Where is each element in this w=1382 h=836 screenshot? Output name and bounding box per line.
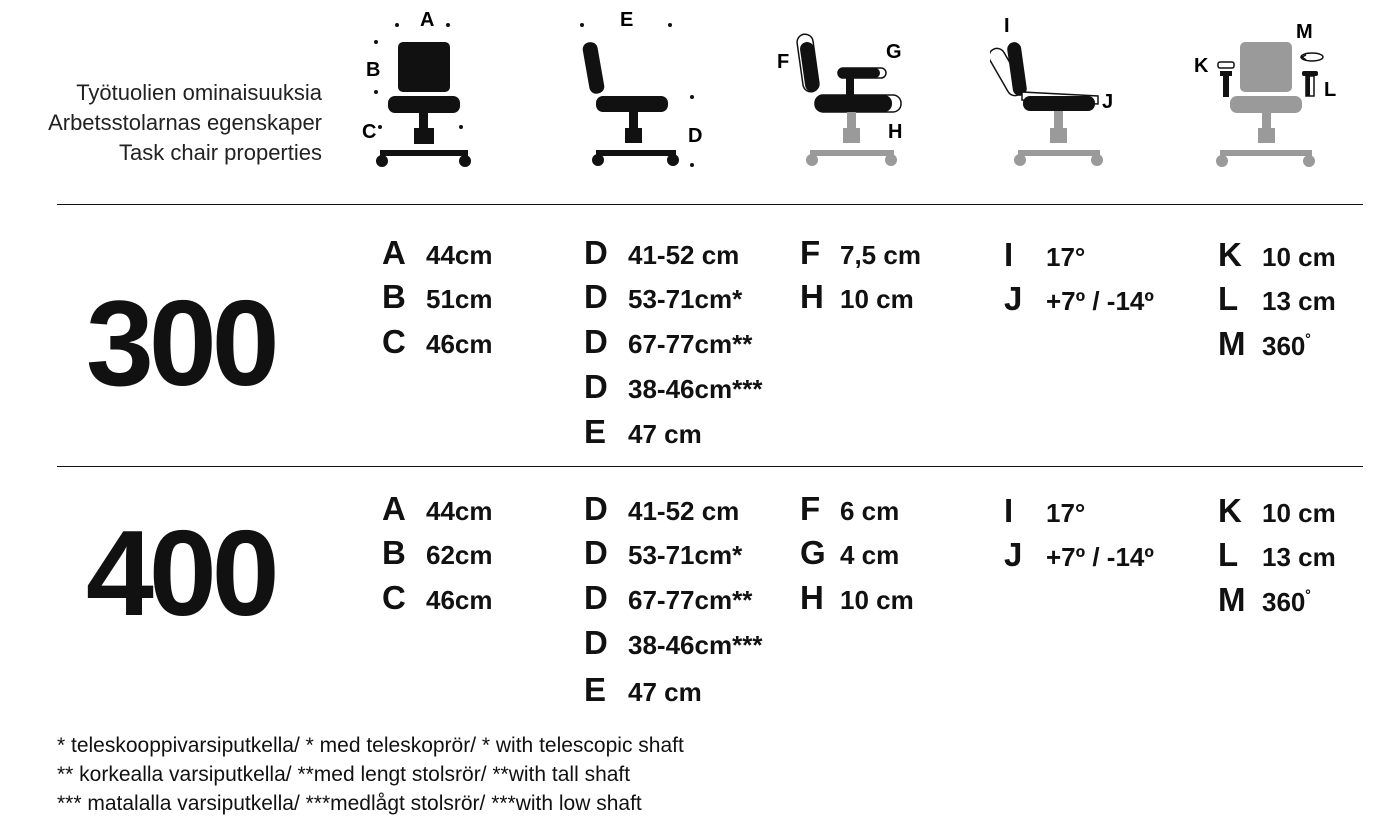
spec-d3 (584, 579, 752, 617)
spec-l (1218, 536, 1336, 574)
spec-letter: D (584, 278, 608, 315)
spec-letter: D (584, 323, 608, 360)
footnote-telescopic: * teleskooppivarsiputkella/ * med teleskoprör/ * with telescopic shaft (57, 734, 684, 757)
spec-k (1218, 492, 1336, 530)
chair-front-view (360, 0, 490, 180)
spec-c (382, 579, 493, 617)
spec-d4 (584, 368, 762, 406)
spec-letter: D (584, 234, 608, 271)
spec-value: 17° (1046, 498, 1086, 528)
spec-value: 53-71cm* (628, 284, 743, 314)
label-d: D (688, 125, 703, 147)
spec-value: 41-52 cm (628, 496, 740, 526)
spec-value: 38-46cm*** (628, 630, 763, 660)
spec-value: 46cm (426, 329, 493, 359)
spec-i (1004, 236, 1085, 274)
spec-value: 41-52 cm (628, 240, 740, 270)
spec-letter: G (800, 534, 826, 571)
spec-letter: D (584, 579, 608, 616)
label-e: E (620, 9, 634, 31)
spec-value: 10 cm (840, 585, 914, 615)
spec-value: 62cm (426, 540, 493, 570)
spec-value: 17° (1046, 242, 1086, 272)
spec-value: 10 cm (840, 284, 914, 314)
spec-letter: A (382, 234, 406, 271)
spec-b (382, 534, 493, 572)
spec-value: 7,5 cm (840, 240, 921, 270)
label-b: B (366, 59, 381, 81)
spec-letter: F (800, 234, 821, 271)
title-line-finnish: Työtuolien ominaisuuksia (76, 80, 322, 105)
label-a: A (420, 9, 435, 31)
spec-value: 44cm (426, 240, 493, 270)
title-line-swedish: Arbetsstolarnas egenskaper (48, 110, 322, 135)
spec-f (800, 234, 921, 272)
spec-letter: H (800, 278, 824, 315)
spec-value: +7º / -14º (1046, 286, 1154, 316)
spec-d2 (584, 534, 742, 572)
spec-d3 (584, 323, 752, 361)
spec-letter: F (800, 490, 821, 527)
spec-value: 47 cm (628, 677, 702, 707)
spec-c (382, 323, 493, 361)
spec-value: 10 cm (1262, 498, 1336, 528)
spec-letter: C (382, 579, 406, 616)
footnote-tall-shaft: ** korkealla varsiputkella/ **med lengt stolsrör/ **with tall shaft (57, 763, 631, 786)
spec-value: 13 cm (1262, 542, 1336, 572)
spec-d2 (584, 278, 742, 316)
spec-value: 360 (1262, 587, 1306, 617)
spec-letter: H (800, 579, 824, 616)
page-title (20, 78, 322, 168)
chair-armrest-adjust-view (1190, 0, 1350, 180)
spec-a (382, 234, 493, 272)
label-f: F (777, 51, 790, 73)
spec-letter: D (584, 534, 608, 571)
spec-letter: D (584, 490, 608, 527)
spec-letter: E (584, 413, 607, 450)
spec-letter: C (382, 323, 406, 360)
model-number-300: 300 (86, 275, 275, 411)
chair-armrest-view (770, 0, 920, 180)
spec-h (800, 278, 914, 316)
spec-letter: M (1218, 325, 1246, 362)
spec-value: 4 cm (840, 540, 900, 570)
spec-letter: A (382, 490, 406, 527)
label-h: H (888, 121, 903, 143)
spec-h (800, 579, 914, 617)
spec-value: 53-71cm* (628, 540, 743, 570)
spec-letter: L (1218, 536, 1239, 573)
divider-top (57, 204, 1363, 205)
spec-value: 67-77cm** (628, 585, 753, 615)
chair-side-view (570, 0, 720, 180)
spec-a (382, 490, 493, 528)
spec-f (800, 490, 899, 528)
spec-letter: K (1218, 492, 1242, 529)
spec-value: +7º / -14º (1046, 542, 1154, 572)
spec-e (584, 671, 702, 709)
spec-value: 44cm (426, 496, 493, 526)
spec-l (1218, 280, 1336, 318)
spec-value: 10 cm (1262, 242, 1336, 272)
spec-k (1218, 236, 1336, 274)
spec-letter: J (1004, 536, 1023, 573)
label-l: L (1324, 79, 1337, 101)
spec-letter: M (1218, 581, 1246, 618)
label-i: I (1004, 15, 1010, 37)
spec-value: 360 (1262, 331, 1306, 361)
spec-letter: D (584, 624, 608, 661)
spec-value: 13 cm (1262, 286, 1336, 316)
model-number-400: 400 (86, 505, 275, 641)
spec-letter: D (584, 368, 608, 405)
spec-j (1004, 536, 1154, 574)
chair-tilt-view (990, 0, 1130, 180)
label-g: G (886, 41, 902, 63)
spec-value: 67-77cm** (628, 329, 753, 359)
spec-g (800, 534, 899, 572)
spec-m (1218, 581, 1311, 619)
footnote-low-shaft: *** matalalla varsiputkella/ ***medlågt stolsrör/ ***with low shaft (57, 792, 642, 815)
spec-value: 6 cm (840, 496, 900, 526)
spec-letter: K (1218, 236, 1242, 273)
spec-letter: I (1004, 492, 1014, 529)
label-m: M (1296, 21, 1313, 43)
divider-middle (57, 466, 1363, 467)
spec-i (1004, 492, 1085, 530)
spec-j (1004, 280, 1154, 318)
spec-value: 46cm (426, 585, 493, 615)
spec-d1 (584, 234, 739, 272)
spec-letter: B (382, 534, 406, 571)
spec-letter: B (382, 278, 406, 315)
spec-value: 47 cm (628, 419, 702, 449)
degree-mark: ˚ (1305, 588, 1312, 609)
spec-b (382, 278, 493, 316)
degree-mark: ˚ (1305, 332, 1312, 353)
spec-letter: J (1004, 280, 1023, 317)
footnotes (57, 731, 684, 818)
label-j: J (1102, 91, 1114, 113)
spec-value: 51cm (426, 284, 493, 314)
spec-letter: L (1218, 280, 1239, 317)
spec-d4 (584, 624, 762, 662)
spec-m (1218, 325, 1311, 363)
spec-letter: I (1004, 236, 1014, 273)
label-c: C (362, 121, 377, 143)
spec-value: 38-46cm*** (628, 374, 763, 404)
spec-e (584, 413, 702, 451)
label-k: K (1194, 55, 1209, 77)
title-line-english: Task chair properties (119, 140, 322, 165)
spec-d1 (584, 490, 739, 528)
spec-letter: E (584, 671, 607, 708)
